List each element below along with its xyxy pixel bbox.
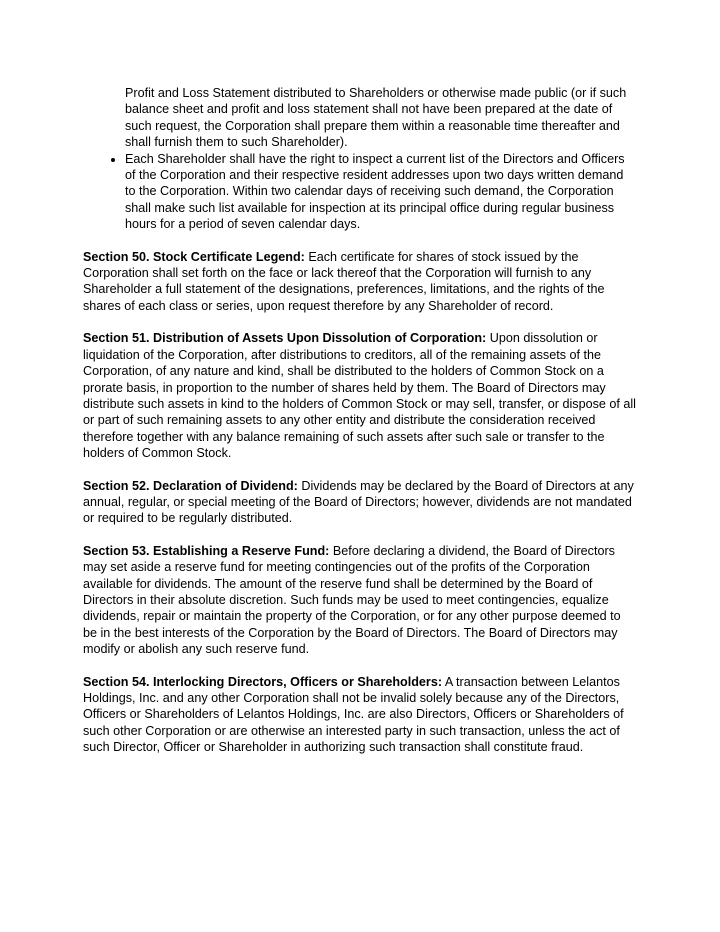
section-paragraph [83, 543, 637, 658]
section-heading: Section 52. Declaration of Dividend: [83, 478, 298, 493]
section-body: Each certificate for shares of stock issued by the Corporation shall set forth on the face or lack thereof that the Corporation will furnish to any Shareholder a full statement of the designations, preferences, limitations, and the rights of the shares of each class or series, upon request therefore by any Shareholder of record. [83, 249, 605, 313]
bullet-list [83, 151, 637, 233]
section-paragraph [83, 478, 637, 527]
section-body: A transaction between Lelantos Holdings, Inc. and any other Corporation shall not be invalid solely because any of the Directors, Officers or Shareholders of Lelantos Holdings, Inc. are also Directors, Officers or Shareholders of such other Corporation or are otherwise an interested party in such transaction, unless the act of such Director, Officer or Shareholder in authorizing such transaction shall constitute fraud. [83, 674, 624, 755]
list-continuation-paragraph: Profit and Loss Statement distributed to Shareholders or otherwise made public (or if such balance sheet and profit and loss statement shall not have been prepared at the date of such request, the Corporation shall prepare them within a reasonable time thereafter and shall furnish them to such Shareholder). [125, 86, 627, 150]
section-body: Dividends may be declared by the Board of Directors at any annual, regular, or special meeting of the Board of Directors; however, dividends are not mandated or required to be regularly distributed. [83, 478, 634, 526]
section-paragraph [83, 330, 637, 461]
list-item: • Each Shareholder shall have the right to inspect a current list of the Directors and Officers of the Corporation and their respective resident addresses upon two days written demand to the Corporation. Within two calendar days of receiving such demand, the Corporation shall make such list available for inspection at its principal office during regular business hours for a period of seven calendar days. [125, 151, 637, 233]
section-paragraph [83, 249, 637, 315]
section-heading: Section 53. Establishing a Reserve Fund: [83, 543, 330, 558]
section-heading: Section 54. Interlocking Directors, Officers or Shareholders: [83, 674, 443, 689]
sections [83, 249, 637, 756]
section-paragraph [83, 674, 637, 756]
section-heading: Section 50. Stock Certificate Legend: [83, 249, 305, 264]
section-body: Upon dissolution or liquidation of the Corporation, after distributions to creditors, all of the remaining assets of the Corporation, of any nature and kind, shall be distributed to the holders of Common Stock on a prorate basis, in proportion to the number of shares held by them. The Board of Directors may distribute such assets in kind to the holders of Common Stock or may sell, transfer, or dispose of all or part of such remaining assets to any other entity and distribute the consideration received therefore together with any balance remaining of such assets after such sale or transfer to the holders of Common Stock. [83, 331, 636, 461]
section-body: Before declaring a dividend, the Board of Directors may set aside a reserve fund for meeting contingencies out of the profits of the Corporation available for dividends. The amount of the reserve fund shall be determined by the Board of Directors in their absolute discretion. Such funds may be used to meet contingencies, equalize dividends, repair or maintain the property of the Corporation, or for any other purpose deemed to be in the best interests of the Corporation by the Board of Directors. The Board of Directors may modify or abolish any such reserve fund. [83, 543, 621, 657]
bullet-list-block [83, 85, 637, 233]
section-heading: Section 51. Distribution of Assets Upon Dissolution of Corporation: [83, 331, 487, 346]
